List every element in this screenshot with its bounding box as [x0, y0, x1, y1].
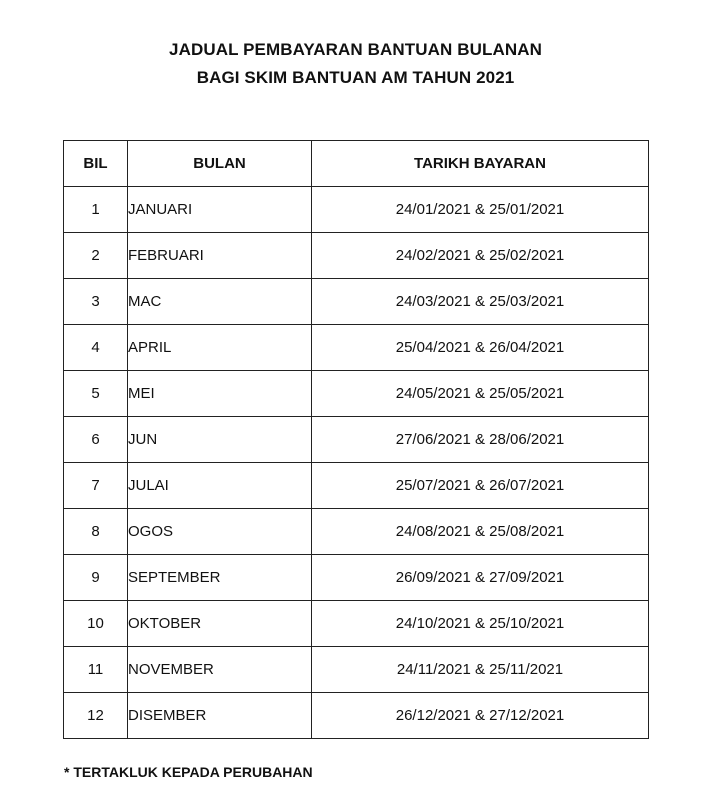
cell-bil: 12	[64, 693, 128, 739]
cell-bil: 6	[64, 417, 128, 463]
cell-bil: 2	[64, 233, 128, 279]
payment-schedule-table	[63, 140, 649, 739]
cell-tarikh: 24/03/2021 & 25/03/2021	[312, 279, 649, 325]
title-line-2: BAGI SKIM BANTUAN AM TAHUN 2021	[196, 68, 515, 87]
table-row	[64, 279, 649, 325]
cell-bil: 3	[64, 279, 128, 325]
cell-bil: 1	[64, 187, 128, 233]
cell-tarikh: 24/10/2021 & 25/10/2021	[312, 601, 649, 647]
cell-tarikh: 24/01/2021 & 25/01/2021	[312, 187, 649, 233]
table-row	[64, 601, 649, 647]
footnote: * TERTAKLUK KEPADA PERUBAHAN	[64, 764, 313, 780]
cell-bulan: JULAI	[128, 463, 312, 509]
cell-bulan: SEPTEMBER	[128, 555, 312, 601]
cell-bulan: FEBRUARI	[128, 233, 312, 279]
table-row	[64, 187, 649, 233]
table-row	[64, 325, 649, 371]
header-tarikh: TARIKH BAYARAN	[312, 141, 649, 187]
cell-bulan: JUN	[128, 417, 312, 463]
cell-bulan: MAC	[128, 279, 312, 325]
cell-bil: 9	[64, 555, 128, 601]
table-row	[64, 417, 649, 463]
table-row	[64, 693, 649, 739]
title-line-1: JADUAL PEMBAYARAN BANTUAN BULANAN	[169, 40, 542, 59]
table-row	[64, 509, 649, 555]
cell-bil: 11	[64, 647, 128, 693]
header-bulan: BULAN	[128, 141, 312, 187]
cell-tarikh: 24/02/2021 & 25/02/2021	[312, 233, 649, 279]
cell-bulan: MEI	[128, 371, 312, 417]
cell-tarikh: 24/08/2021 & 25/08/2021	[312, 509, 649, 555]
cell-bulan: NOVEMBER	[128, 647, 312, 693]
cell-tarikh: 27/06/2021 & 28/06/2021	[312, 417, 649, 463]
table-row	[64, 463, 649, 509]
table-row	[64, 371, 649, 417]
cell-tarikh: 24/05/2021 & 25/05/2021	[312, 371, 649, 417]
table-header-row	[64, 141, 649, 187]
cell-bil: 10	[64, 601, 128, 647]
cell-bulan: OKTOBER	[128, 601, 312, 647]
cell-bil: 8	[64, 509, 128, 555]
cell-tarikh: 26/09/2021 & 27/09/2021	[312, 555, 649, 601]
cell-tarikh: 24/11/2021 & 25/11/2021	[312, 647, 649, 693]
document-title	[0, 36, 711, 92]
table-row	[64, 647, 649, 693]
cell-tarikh: 25/07/2021 & 26/07/2021	[312, 463, 649, 509]
cell-tarikh: 26/12/2021 & 27/12/2021	[312, 693, 649, 739]
table-body	[64, 187, 649, 739]
cell-bil: 4	[64, 325, 128, 371]
cell-bil: 5	[64, 371, 128, 417]
cell-bulan: JANUARI	[128, 187, 312, 233]
cell-bil: 7	[64, 463, 128, 509]
table-row	[64, 233, 649, 279]
header-bil: BIL	[64, 141, 128, 187]
cell-bulan: APRIL	[128, 325, 312, 371]
cell-tarikh: 25/04/2021 & 26/04/2021	[312, 325, 649, 371]
table-row	[64, 555, 649, 601]
cell-bulan: OGOS	[128, 509, 312, 555]
cell-bulan: DISEMBER	[128, 693, 312, 739]
